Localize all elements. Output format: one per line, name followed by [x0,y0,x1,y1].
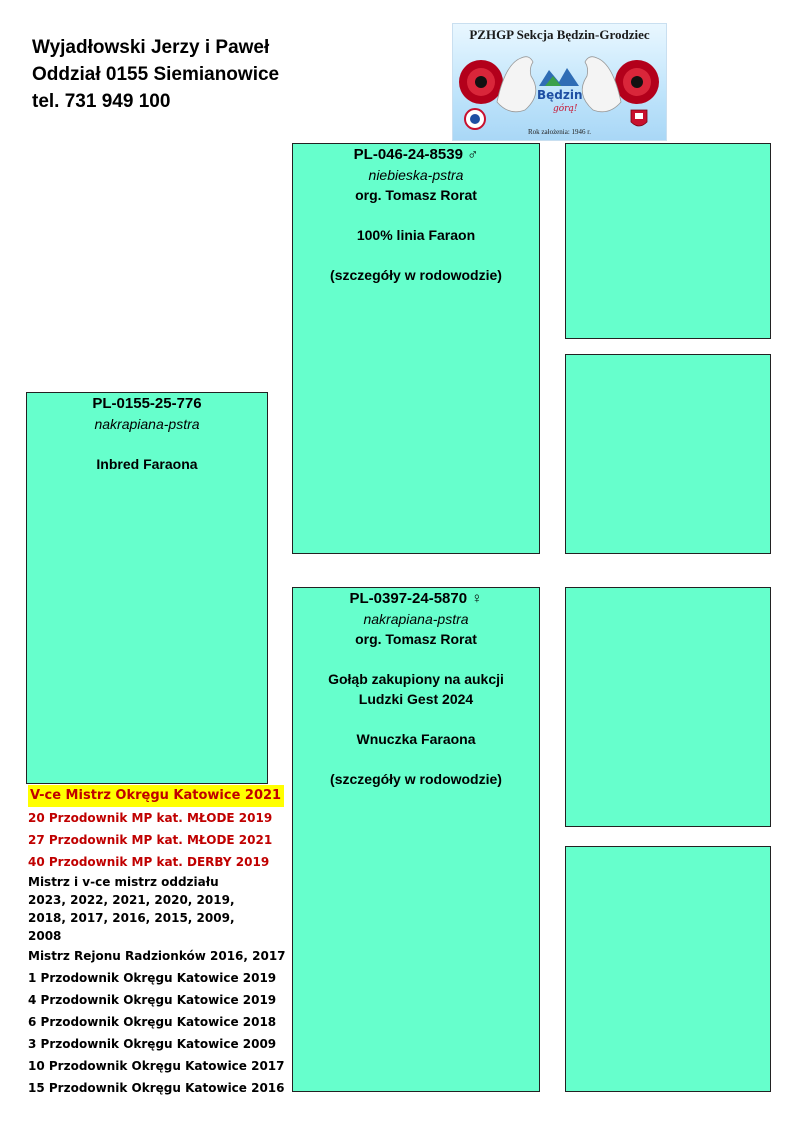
achievement-highlight: V-ce Mistrz Okręgu Katowice 2021 [28,785,284,807]
sire-ring-number: PL-046-24-8539 ♂ [353,146,479,163]
dam-details: (szczegóły w rodowodzie) [330,771,502,787]
achievement-item: 4 Przodownik Okręgu Katowice 2019 [28,993,277,1007]
logo-founded: Rok założenia: 1946 r. [528,128,591,136]
sire-line: 100% linia Faraon [356,227,476,243]
achievement-item: Mistrz Rejonu Radzionków 2016, 2017 [28,949,286,963]
achievement-champion-line: 2018, 2017, 2016, 2015, 2009, [28,911,235,925]
owner-header [32,34,279,115]
dam-auction-line-1: Gołąb zakupiony na aukcji [328,671,504,687]
logo-slogan: górą! [553,104,578,114]
section-logo [452,23,667,141]
bird-ring-number: PL-0155-25-776 [92,395,202,412]
dam-auction-line-2: Ludzki Gest 2024 [358,691,474,707]
dam-color: nakrapiana-pstra [363,611,469,627]
pigeon-right-icon [582,57,621,112]
grandsire-paternal-box [565,143,771,339]
city-mark-icon [539,68,579,86]
achievement-item: 3 Przodownik Okręgu Katowice 2009 [28,1037,277,1051]
grandsire-maternal-box [565,587,771,827]
bird-note: Inbred Faraona [96,456,198,472]
owner-branch: Oddział 0155 Siemianowice [32,64,280,85]
granddam-maternal-box [565,846,771,1092]
logo-city-mark: Będzin [537,88,583,102]
achievement-champion-line: 2023, 2022, 2021, 2020, 2019, [28,893,235,907]
owner-name: Wyjadłowski Jerzy i Paweł [32,37,270,58]
dam-line: Wnuczka Faraona [356,731,476,747]
achievement-champion-line: Mistrz i v-ce mistrz oddziału [28,875,219,889]
dam-ring-number: PL-0397-24-5870 ♀ [349,590,483,607]
sire-color: niebieska-pstra [368,167,464,183]
bird-box [26,392,268,784]
sire-breeder: org. Tomasz Rorat [355,187,477,203]
granddam-paternal-box [565,354,771,554]
achievement-item: 15 Przodownik Okręgu Katowice 2016 [28,1081,285,1095]
achievement-red-item: 40 Przodownik MP kat. DERBY 2019 [28,855,270,869]
achievement-red-item: 20 Przodownik MP kat. MŁODE 2019 [28,811,273,825]
owner-phone: tel. 731 949 100 [32,91,171,112]
achievement-item: 1 Przodownik Okręgu Katowice 2019 [28,971,277,985]
achievement-champion-line: 2008 [28,929,62,943]
bird-color: nakrapiana-pstra [94,416,200,432]
dam-breeder: org. Tomasz Rorat [355,631,477,647]
achievements-list [28,784,288,1099]
logo-title: PZHGP Sekcja Będzin-Grodziec [469,27,650,42]
achievement-item: 10 Przodownik Okręgu Katowice 2017 [28,1059,285,1073]
dam-box [292,587,540,1092]
achievement-item: 6 Przodownik Okręgu Katowice 2018 [28,1015,277,1029]
sire-box [292,143,540,554]
pigeon-left-icon [497,57,536,112]
achievement-red-item: 27 Przodownik MP kat. MŁODE 2021 [28,833,273,847]
sire-details: (szczegóły w rodowodzie) [330,267,502,283]
